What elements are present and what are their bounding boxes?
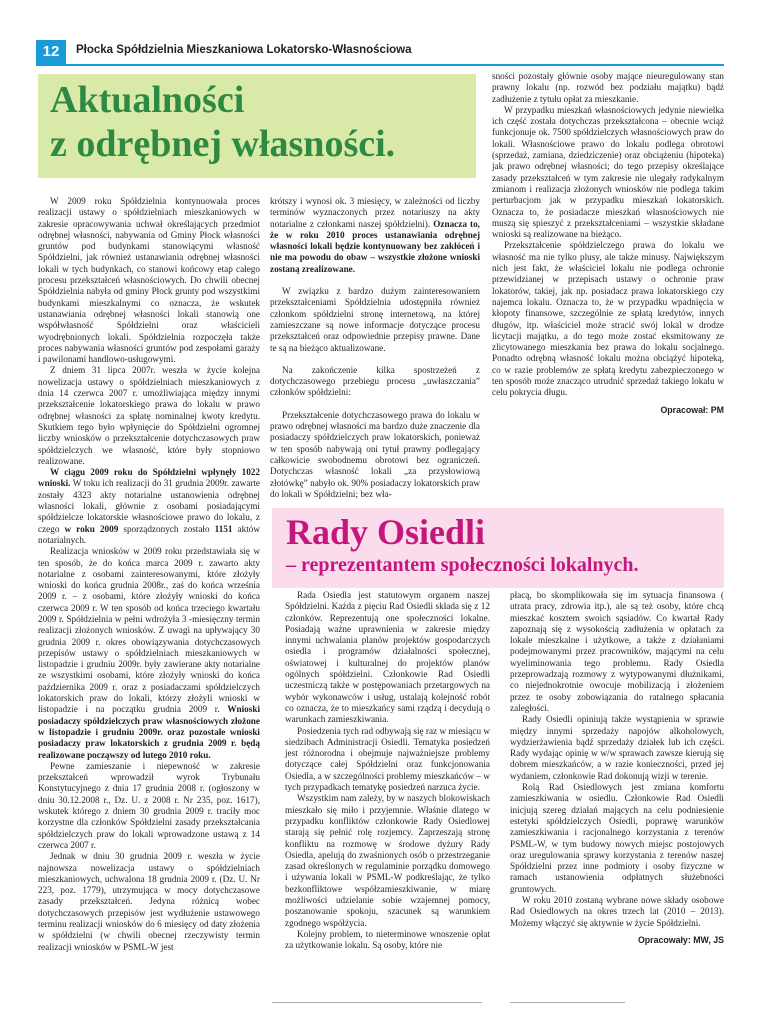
paragraph: W roku 2010 zostaną wybrane nowe składy osobowe Rad Osiedlowych na okres trzech lat (2010 – 2013). Możemy włączyć się aktywnie w życie Spółdzielni. <box>510 895 724 928</box>
article2-subtitle: – reprezentantem społeczności lokalnych. <box>286 554 639 576</box>
page-number: 12 <box>36 40 66 64</box>
paragraph: Na zakończenie kilka spostrzeżeń z dotychczasowego przebiegu procesu „uwłaszczania” członków spółdzielni: <box>270 364 480 398</box>
bold-text: Wnioski posiadaczy spółdzielczych praw własnościowych złożone w listopadzie i grudniu 2009r. oraz pozostałe wnioski posiadaczy praw lokatorskich z grudnia 2009 r. będą realizowane począwszy od lutego 2010 roku. <box>38 704 260 760</box>
text: Realizacja wniosków w 2009 roku przedstawiała się w ten sposób, że do końca marca 2009 r. zawarto akty notarialne z osobami zainteresowanymi, które złożyły wnioski do końca grudnia 2008r., zaś do końca września 2009 r. – z osobami, które złożyły wnioski do końca czerwca 2009 r. W ten sposób od końca trzeciego kwartału 2009 r. Spółdzielnia w pełni wdrożyła 3 -miesięczny termin realizacji złożonych wniosków. Z uwagi na upływający 30 grudnia 2009 r. okres obowiązywania dotychczasowych przepisów ustawy o spółdzielniach mieszkaniowych w listopadzie i grudniu 2009r. były zawierane akty notarialne ze wszystkimi osobami, które złożyły wnioski do końca października 2009 r. oraz z posiadaczami spółdzielczych lokatorskich praw do lokali, którzy złożyli wnioski w listopadzie i na początku grudnia 2009 r. <box>38 546 260 715</box>
paragraph: Rolą Rad Osiedlowych jest zmiana komfortu zamieszkiwania w osiedlu. Członkowie Rad Osiedli inicjują szereg działań mających na celu podniesienie estetyki spółdzielczych Osiedli, poprawę warunków zamieszkiwania i racjonalnego korzystania z terenów PSML-W, w tym budowy nowych miejsc postojowych oraz uregulowania sprawy korzystania z terenów naszej Spółdzielni przez inne podmioty i osoby fizyczne w ramach ustanowienia odpłatnych służebności gruntowych. <box>510 782 724 894</box>
paragraph: W 2009 roku Spółdzielnia kontynuowała proces realizacji ustawy o spółdzielniach mieszkaniowych w zakresie opracowywania uchwał określających przedmiot odrębnej własności, nabywania od Gminy Płock własności gruntów pod budynkami stanowiącymi własność Spółdzielni, jak również ustanawiania odrębnej własności lokali w tych budynkach, co stanowi końcowy etap całego procesu przekształceń własnościowych. Do chwili obecnej Spółdzielnia nabyła od gminy Płock grunty pod wszystkimi budynkami mieszkalnymi co oznacza, że wskutek ustanawiania odrębnej własności lokali stanowią one współwłasność Spółdzielni oraz właścicieli wyodrębnionych lokali. Spółdzielnia rozpoczęła także proces nabywania własności gruntów pod zespołami garaży i pawilonami handlowo-usługowymi. <box>38 196 260 365</box>
text: sporządzonych zostało <box>118 523 215 534</box>
paragraph: Rady Osiedli opiniują także wystąpienia w sprawie między innymi sprzedaży napojów alkoholowych, wydzierżawienia bądź sprzedaży działek lub ich części. Rady wydając opinię w w/w sprawach zawsze kierują się dobrem mieszkańców, a w razie konieczności, przed jej wydaniem, członkowie Rad dokonują wizji w terenie. <box>510 714 724 781</box>
paragraph: Z dniem 31 lipca 2007r. weszła w życie kolejna nowelizacja ustawy o spółdzielniach mieszkaniowych z dnia 14 czerwca 2007 r. umożliwiająca między innymi przekształcenie lokatorskiego prawa do lokalu w prawo odrębnej własności za spłatę nominalnej kwoty kredytu. Skutkiem tego było wpłynięcie do Spółdzielni ogromnej liczby wniosków o przekształcenie dotychczasowych praw spółdzielczych we własność, które były stopniowo realizowane. <box>38 365 260 466</box>
title-line2: z odrębnej własności. <box>50 123 396 165</box>
article2-column2 <box>510 590 724 946</box>
bottom-rule <box>272 1002 482 1003</box>
article1-title <box>50 78 395 166</box>
article2-credit: Opracowały: MW, JS <box>637 934 724 945</box>
paragraph: sności pozostały głównie osoby mające nieuregulowany stan prawny lokalu (np. rozwód bez podziału majątku) bądź zadłużenie z tytułu opłat za mieszkanie. <box>492 71 724 104</box>
paragraph: W przypadku mieszkań własnościowych jedynie niewielka ich część została dotychczas przekształcona – obecnie wciąż funkcjonuje ok. 7500 spółdzielczych własnościowych praw do lokali. Własnościowe prawo do lokalu podlega obrotowi (sprzedaż, zamiana, dziedziczenie) oraz obciążeniu (hipoteka) jak prawo odrębnej własności; do tego przepisy określające zasady przekształceń w tym zakresie nie ulegały radykalnym zmianom i realizacja złożonych wniosków nie podlega takim perturbacjom jak w przypadku mieszkań lokatorskich. Oznacza to, że posiadacze mieszkań własnościowych nie muszą się spieszyć z przekształceniami – wszystkie składane wnioski są realizowane na bieżąco. <box>492 104 724 240</box>
paragraph <box>270 196 480 275</box>
paragraph: płacą, bo skomplikowała się im sytuacja finansowa ( utrata pracy, zdrowia itp.), ale są też osoby, które chcą mieszkać kosztem swoich sąsiadów. Co kwartał Rady zapoznają się z wysokością zadłużenia w opłatach za lokale mieszkalne i użytkowe, a także z działaniami podejmowanymi przez pracowników, mającymi na celu wyeliminowania tego problemu. Rady Osiedla przeprowadzają rozmowy z wytypowanymi dłużnikami, co niejednokrotnie owocuje mobilizacją i złożeniem przez te osoby zobowiązania do ratalnego spłacania zaległości. <box>510 590 724 713</box>
paragraph: Posiedzenia tych rad odbywają się raz w miesiącu w siedzibach Administracji Osiedli. Tematyka posiedzeń jest różnorodna i obejmuje najważniejsze problemy dotyczące całej Spółdzielni oraz funkcjonowania Osiedla, a w szczególności problemy mieszkańców – w tych przypadkach tematykę posiedzeń narzuca życie. <box>285 725 490 793</box>
text: krótszy i wynosi ok. 3 miesięcy, w zależności od liczby terminów wyznaczonych przez notariuszy na akty notarialne z członkami naszej spółdzielni). <box>270 196 480 229</box>
paragraph: Kolejny problem, to nieterminowe wnoszenie opłat za użytkowanie lokalu. Są osoby, które nie <box>285 928 490 951</box>
bold-text: w roku 2009 <box>64 523 119 534</box>
paragraph: Jednak w dniu 30 grudnia 2009 r. weszła w życie najnowsza nowelizacja ustawy o spółdzielniach mieszkaniowych, uchwalona 18 grudnia 2009 r. (Dz. U. Nr 223, poz. 1779), utrzymująca w mocy dotychczasowe zasady przekształceń. Jedyna różnicą wobec dotychczasowych przepisów jest wydłużenie ustawowego terminu realizacji wniosków do 6 miesięcy od daty złożenia w spółdzielni (w chwili obecnej rzeczywisty termin realizacji wniosków w PSML-W jest <box>38 851 260 952</box>
article2-title: Rady Osiedli <box>286 512 486 552</box>
bold-text: Oznacza to, że w roku 2010 proces ustanawiania odrębnej własności lokali będzie kontynuowany bez zakłóceń i nie ma powodu do obaw – wszystkie złożone wnioski zostaną zrealizowane. <box>270 218 480 274</box>
text: aktów notarialnych. <box>38 523 260 545</box>
header-rule <box>36 64 724 66</box>
article2-column1 <box>285 590 490 952</box>
title-line1: Aktualności <box>50 79 245 121</box>
article1-credit: Opracował: PM <box>660 404 724 415</box>
bold-text: W ciągu 2009 roku do Spółdzielni wpłynęły 1022 wnioski. <box>38 467 260 489</box>
paragraph: W związku z bardzo dużym zainteresowaniem przekształceniami Spółdzielnia udostępniła również członkom spółdzielni stronę internetową, na której zamieszczane są nowe informacje dotyczące procesu przekształceń oraz odpowiednie przepisy prawne. Dane te są na bieżąco aktualizowane. <box>270 286 480 353</box>
article1-column2 <box>270 196 480 500</box>
paragraph <box>38 546 260 761</box>
paragraph: Przekształcenie dotychczasowego prawa do lokalu w prawo odrębnej własności ma bardzo duże znaczenie dla posiadaczy spółdzielczych praw lokatorskich, ponieważ w ten sposób nabywają oni tytuł prawny podlegający całkowicie swobodnemu obrotowi bez ograniczeń. Dotychczas własność lokali „za przysłowiową złotówkę” nabyło ok. 90% posiadaczy lokatorskich praw do lokali w Spółdzielni; bez wła- <box>270 409 480 499</box>
paragraph: Wszystkim nam zależy, by w naszych blokowiskach mieszkało się miło i przyjemnie. Właśnie dlatego w przypadku konfliktów członkowie Rady Osiedlowej starają się pełnić rolę rozjemcy. Zaprzeszają stronę konfliktu na rozmowę w środowe dyżury Rady Osiedla, apelują do zwaśnionych osób o przestrzeganie zasad określonych w regulaminie porządku domowego i używania lokali w PSML-W podkreślając, że tylko bezkonfliktowe współzamieszkiwanie, w miarę możliwości udzielanie sobie wzajemnej pomocy, poszanowanie spokoju, szacunek są warunkiem zgodnego współżycia. <box>285 793 490 928</box>
bold-text: 1151 <box>214 523 233 534</box>
paragraph <box>38 467 260 546</box>
paragraph: Pewne zamieszanie i niepewność w zakresie przekształceń wprowadził wyrok Trybunału Konstytucyjnego z dnia 17 grudnia 2008 r. (ogłoszony w dniu 30.12.2008 r., Dz. U. z 2008 r. Nr 235, poz. 1617), wskutek którego z dniem 30 grudnia 2009 r. traciły moc korzystne dla członków Spółdzielni zasady przekształcania spółdzielczych praw do lokali wprowadzone ustawą z 14 czerwca 2007 r. <box>38 760 260 850</box>
paragraph: Przekształcenie spółdzielczego prawa do lokalu we własność ma nie tylko plusy, ale także minusy. Największym nich jest fakt, że właściciel lokalu nie podlega ochronie przewidzianej w przepisach ustawy o ochronie praw lokatorów, takiej, jak np. posiadacz prawa lokatorskiego czy najemca lokalu. Oznacza to, że w przypadku wpadnięcia w kłopoty finansowe, szczególnie ze spłatą kredytów, innych długów, itp. właściciel może stracić swój lokal w drodze licytacji majątku, a do tego może zostać eksmitowany ze zlicytowanego mieszkania bez prawa do lokalu socjalnego. Ponadto odrębną własność lokalu można obciążyć hipoteką, co w razie problemów ze spłatą kredytu zabezpieczonego w ten sposób może znacząco utrudnić sprzedaż takiego lokalu w celu pokrycia długu. <box>492 240 724 398</box>
text: W toku ich realizacji do 31 grudnia 2009r. zawarte zostały 4323 akty notarialne ustanowienia odrębnej własności lokali, głównie z osobami posiadającymi spółdzielcze lokatorskie własnościowe prawo do lokalu, z czego <box>38 478 260 534</box>
publication-header: Płocka Spółdzielnia Mieszkaniowa Lokatorsko-Własnościowa <box>76 44 412 56</box>
paragraph: Rada Osiedla jest statutowym organem naszej Spółdzielni. Każda z pięciu Rad Osiedli składa się z 12 członków. Reprezentują one społeczności lokalne. Posiadają ważne uprawnienia w zakresie między innymi uchwalania planów projektów gospodarczych osiedla i programów działalności społecznej, oświatowej i kulturalnej do projektów planów ogólnych spółdzielni. Członkowie Rad Osiedli uczestniczą także w postępowaniach przetargowych na wybór wykonawców i usług, ustalają kolejność robót co oznacza, że to mieszkańcy sami rządzą i decydują o warunkach zamieszkiwania. <box>285 590 490 725</box>
bottom-rule <box>510 1002 625 1003</box>
article1-column3 <box>492 71 724 416</box>
article1-column1 <box>38 196 260 953</box>
